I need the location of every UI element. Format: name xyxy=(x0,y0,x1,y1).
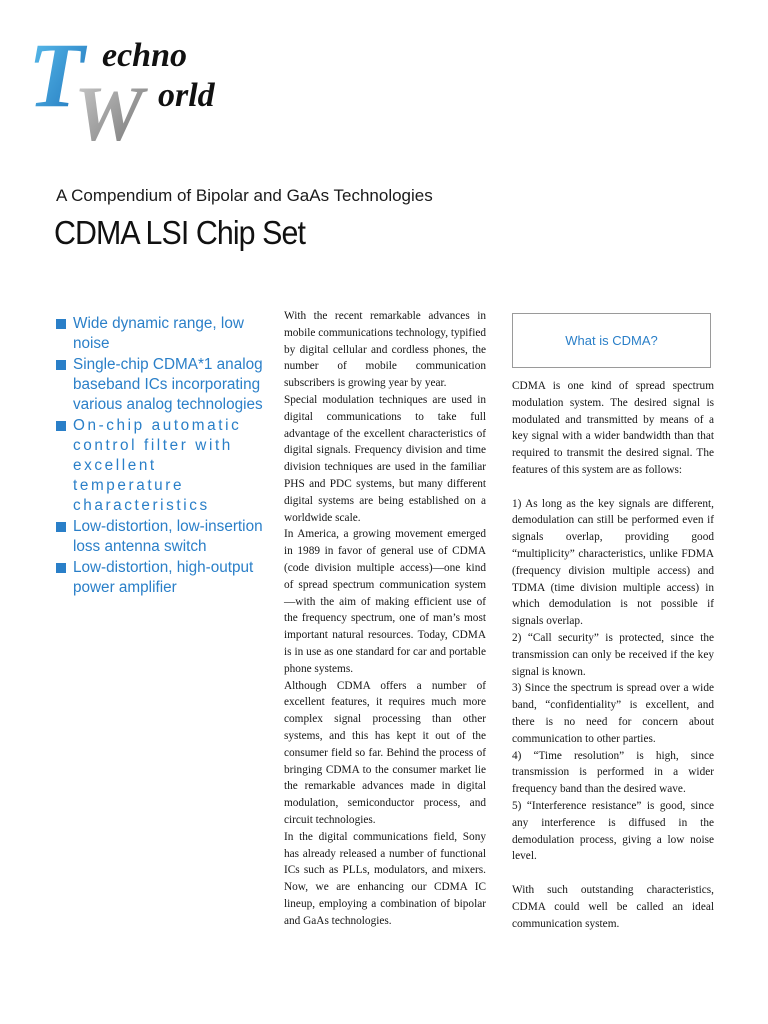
body-paragraph: With the recent remarkable advances in mobile communications technology, typified by digital cellular and cordless phones, the number of mobile communication subscribers is growing year by year. xyxy=(284,310,486,390)
feature-item xyxy=(56,355,264,415)
body-column-middle xyxy=(284,308,486,929)
square-bullet-icon xyxy=(56,563,66,573)
body-paragraph: In America, a growing movement emerged in 1989 in favor of general use of CDMA (code division multiple access)—one kind of spread spectrum communication system—with the aim of making efficient use of the frequency spectrum, one of man’s most important natural resources. Today, CDMA is in use as one standard for car and portable phone systems. xyxy=(284,528,486,675)
square-bullet-icon xyxy=(56,421,66,431)
body-paragraph: Although CDMA offers a number of excellent features, it requires much more complex signal processing than other systems, and this has kept it out of the consumer field so far. Behind the process of bringing CDMA to the consumer market lie the remarkable advances made in digital modulation, semiconductor process, and circuit technologies. xyxy=(284,679,486,826)
logo-line-1: echno xyxy=(102,37,187,74)
feature-text: On-chip automatic control filter with excellent temperature characteristics xyxy=(73,417,242,514)
sidebar-point: 1) As long as the key signals are different, demodulation can still be performed even if signals overlap, providing good “multiplicity” characteristics, unlike FDMA (frequency division multiple access) and TDMA (time division multiple access) in which demodulation is not possible if signals overlap. xyxy=(512,497,714,628)
sidebar-point: 5) “Interference resistance” is good, since any interference is diffused in the demodulation process, giving a low noise level. xyxy=(512,799,714,863)
feature-item xyxy=(56,416,264,516)
logo-big-w: W xyxy=(74,70,144,144)
page-title: CDMA LSI Chip Set xyxy=(54,214,305,251)
body-paragraph: In the digital communications field, Sony has already released a number of functional ICs such as PLLs, modulators, and mixers. Now, we are enhancing our CDMA IC lineup, employing a combination of bipolar and GaAs technologies. xyxy=(284,830,486,927)
body-column-right xyxy=(512,378,714,932)
feature-list xyxy=(56,314,264,599)
sidebar-intro: CDMA is one kind of spread spectrum modulation system. The desired signal is modulated and transmitted by means of a key signal with a wider bandwidth than that required to transmit the desired signal. The features of this system are as follows: xyxy=(512,380,714,476)
logo-big-t: T xyxy=(28,24,85,126)
square-bullet-icon xyxy=(56,360,66,370)
box-title: What is CDMA? xyxy=(565,333,658,348)
feature-item xyxy=(56,517,264,557)
feature-item xyxy=(56,314,264,354)
feature-text: Low-distortion, low-insertion loss antenna switch xyxy=(73,518,263,555)
techno-world-logo xyxy=(28,22,258,144)
sidebar-conclusion: With such outstanding characteristics, CDMA could well be called an ideal communication system. xyxy=(512,883,714,930)
sidebar-point: 4) “Time resolution” is high, since transmission is performed in a wider frequency band than the desired wave. xyxy=(512,749,714,796)
sidebar-point: 3) Since the spectrum is spread over a wide band, “confidentiality” is excellent, and there is no need for concern about communication to other parties. xyxy=(512,682,714,745)
square-bullet-icon xyxy=(56,522,66,532)
page-subtitle: A Compendium of Bipolar and GaAs Technologies xyxy=(56,186,433,205)
feature-text: Low-distortion, high-output power amplifier xyxy=(73,559,254,596)
square-bullet-icon xyxy=(56,319,66,329)
what-is-cdma-box xyxy=(512,313,711,368)
feature-text: Wide dynamic range, low noise xyxy=(73,315,244,352)
feature-item xyxy=(56,558,264,598)
sidebar-point: 2) “Call security” is protected, since the transmission can only be received if the key signal is known. xyxy=(512,631,714,678)
logo-line-2: orld xyxy=(158,77,215,114)
body-paragraph: Special modulation techniques are used in digital communications to take full advantage of the excellent characteristics of digital signals. Frequency division and time division techniques are used in the familiar PHS and PDC systems, but many different digital systems are being established on a worldwide scale. xyxy=(284,393,486,524)
feature-text: Single-chip CDMA*1 analog baseband ICs incorporating various analog technologies xyxy=(73,356,263,413)
